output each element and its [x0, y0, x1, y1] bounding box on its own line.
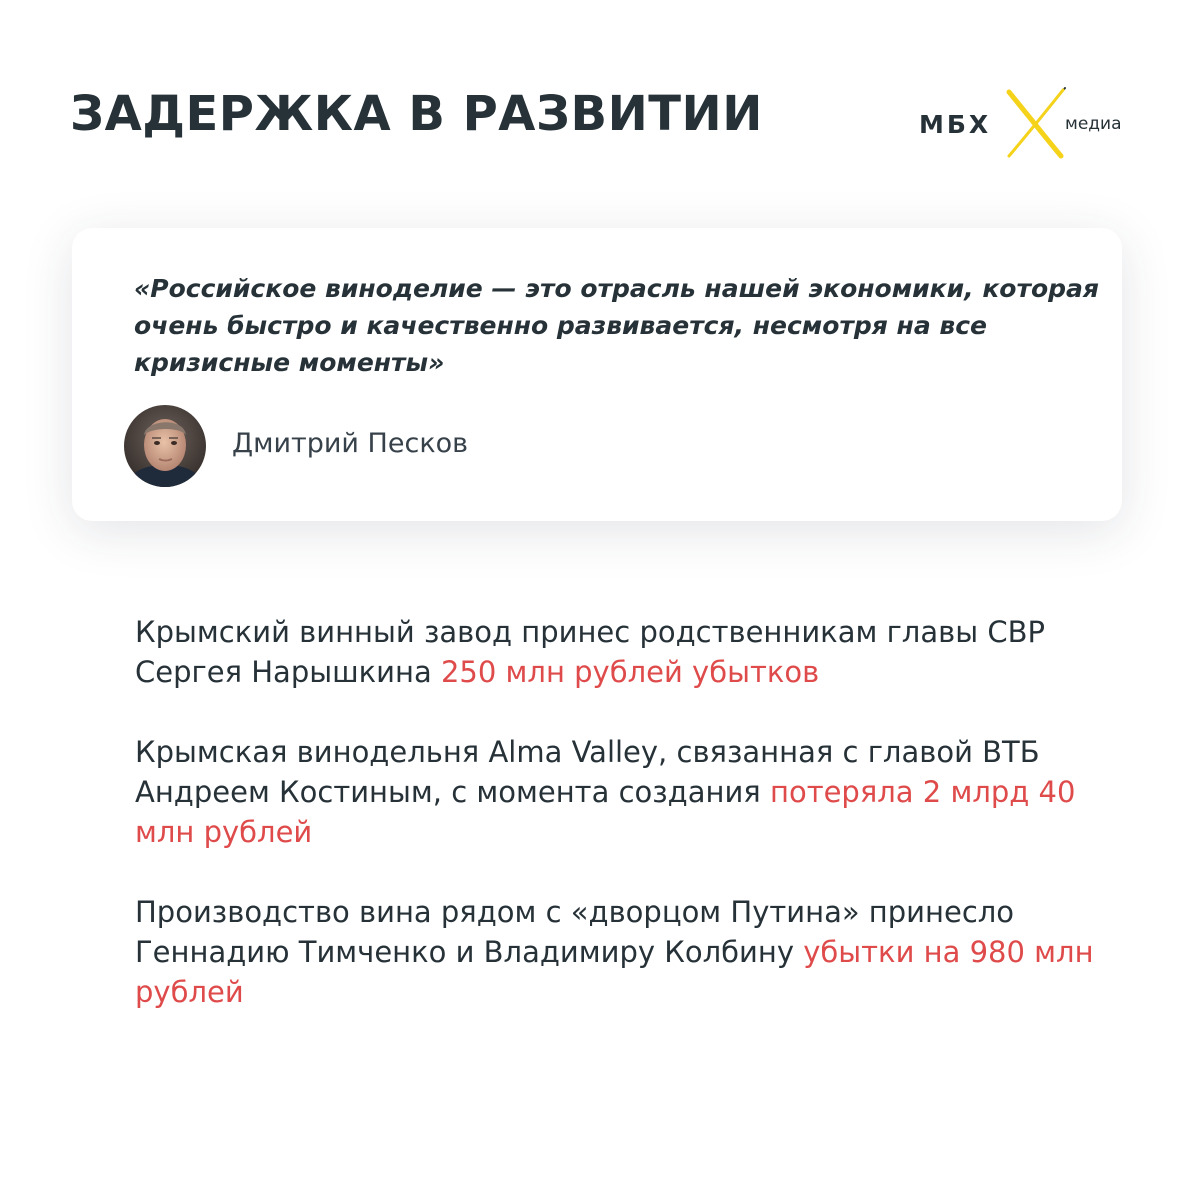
person-portrait-icon [124, 405, 206, 487]
fact-item [135, 612, 1135, 692]
fact-item [135, 892, 1135, 1012]
brand-logo-left-text: МБХ [919, 110, 992, 139]
fact-item [135, 732, 1135, 852]
fact-text: Крымский винный завод принес родственникам главы СВР Сергея Нарышкина [135, 615, 1045, 689]
fact-highlight: убытки на 980 млн рублей [135, 935, 1094, 1009]
brand-logo-right-text: медиа [1065, 114, 1122, 134]
fact-highlight: потеряла 2 млрд 40 млн рублей [135, 775, 1076, 849]
brand-x-icon [1001, 84, 1073, 160]
author-name: Дмитрий Песков [232, 428, 469, 459]
fact-text: Производство вина рядом с «дворцом Путина» принесло Геннадию Тимченко и Владимиру Колбину [135, 895, 1015, 969]
quote-text: «Российское виноделие — это отрасль нашей экономики, которая очень быстро и качественно развивается, несмотря на все кризисные моменты» [134, 274, 1099, 377]
fact-highlight: 250 млн рублей убытков [440, 655, 820, 689]
author-avatar [124, 405, 206, 487]
facts-list [135, 612, 1135, 1052]
brand-logo [915, 84, 1130, 160]
fact-text: Крымская винодельня Alma Valley, связанная с главой ВТБ Андреем Костиным, с момента создания [135, 735, 1040, 809]
page-title: ЗАДЕРЖКА В РАЗВИТИИ [70, 86, 763, 142]
quote-card [72, 228, 1122, 521]
